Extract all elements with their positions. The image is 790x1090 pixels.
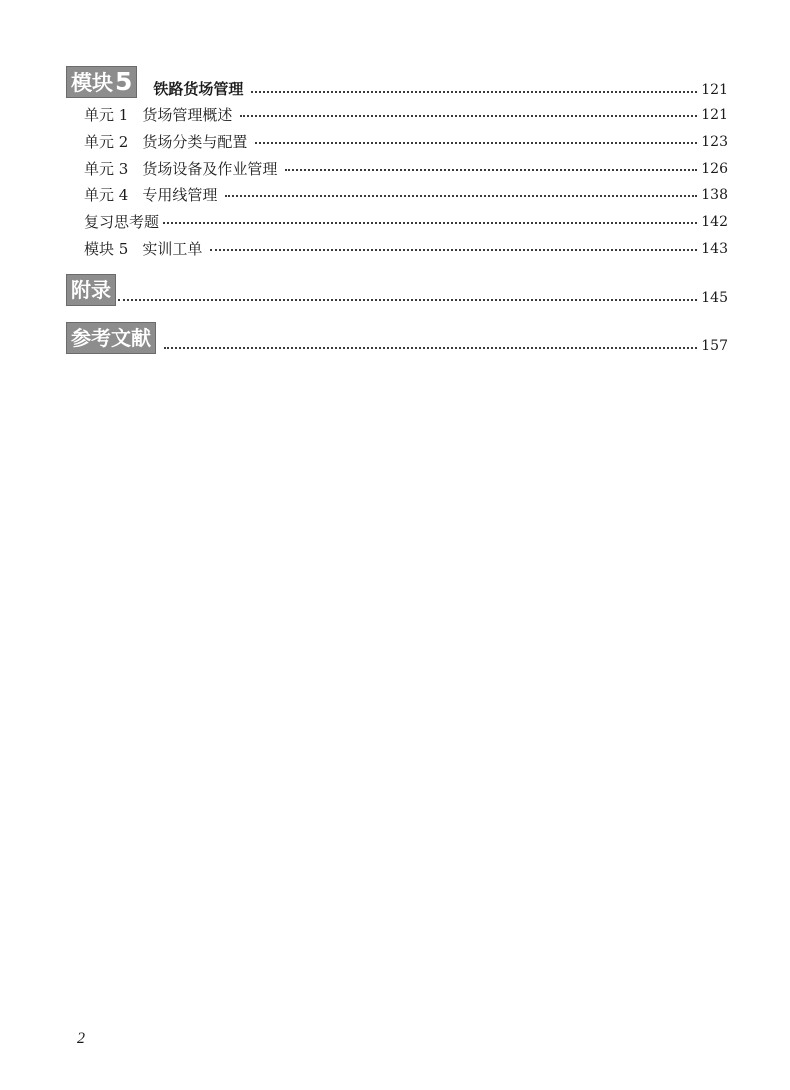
dot-leader — [163, 222, 697, 224]
dot-leader — [118, 293, 697, 301]
entry-title: 货场分类与配置 — [142, 133, 248, 152]
module-badge-text: 模块 — [71, 70, 113, 95]
module-title: 铁路货场管理 — [153, 80, 244, 98]
entry-title: 货场管理概述 — [142, 106, 233, 125]
entry-page-number: 142 — [701, 214, 728, 231]
toc-entry-review-questions[interactable] — [66, 209, 728, 236]
toc-entry-unit-3[interactable] — [66, 155, 728, 182]
module-heading-row[interactable] — [66, 64, 728, 98]
entry-title: 专用线管理 — [142, 186, 218, 205]
entry-page-number: 123 — [701, 134, 728, 151]
toc-entry-unit-2[interactable] — [66, 129, 728, 156]
toc-entry-unit-1[interactable] — [66, 102, 728, 129]
toc-entry-references[interactable] — [66, 322, 728, 354]
entry-page-number: 121 — [701, 107, 728, 124]
dot-leader — [164, 341, 697, 349]
references-badge: 参考文献 — [66, 322, 156, 354]
module-badge — [66, 66, 137, 98]
entry-label: 模块 5 — [84, 239, 129, 258]
toc-entry-unit-4[interactable] — [66, 182, 728, 209]
entry-title: 实训工单 — [142, 239, 203, 258]
module-page-number: 121 — [701, 82, 728, 98]
page-number: 2 — [77, 1030, 85, 1047]
appendix-page-number: 145 — [701, 290, 728, 307]
entry-label: 单元 3 — [84, 159, 129, 178]
toc-entry-appendix[interactable] — [66, 276, 728, 306]
dot-leader — [251, 85, 697, 93]
dot-leader — [240, 115, 697, 117]
module-badge-number: 5 — [115, 67, 133, 96]
dot-leader — [255, 142, 697, 144]
dot-leader — [210, 249, 697, 251]
entry-page-number: 138 — [701, 187, 728, 204]
entry-label: 单元 2 — [84, 133, 129, 152]
dot-leader — [285, 169, 697, 171]
appendix-badge: 附录 — [66, 274, 116, 306]
references-page-number: 157 — [701, 338, 728, 355]
table-of-contents — [66, 64, 728, 354]
entry-page-number: 126 — [701, 160, 728, 177]
dot-leader — [225, 195, 697, 197]
entry-label: 单元 4 — [84, 186, 129, 205]
entry-page-number: 143 — [701, 240, 728, 257]
entry-label: 复习思考题 — [84, 213, 160, 232]
entry-title: 货场设备及作业管理 — [142, 159, 278, 178]
entry-label: 单元 1 — [84, 106, 129, 125]
toc-entry-practical-worksheet[interactable] — [66, 235, 728, 262]
